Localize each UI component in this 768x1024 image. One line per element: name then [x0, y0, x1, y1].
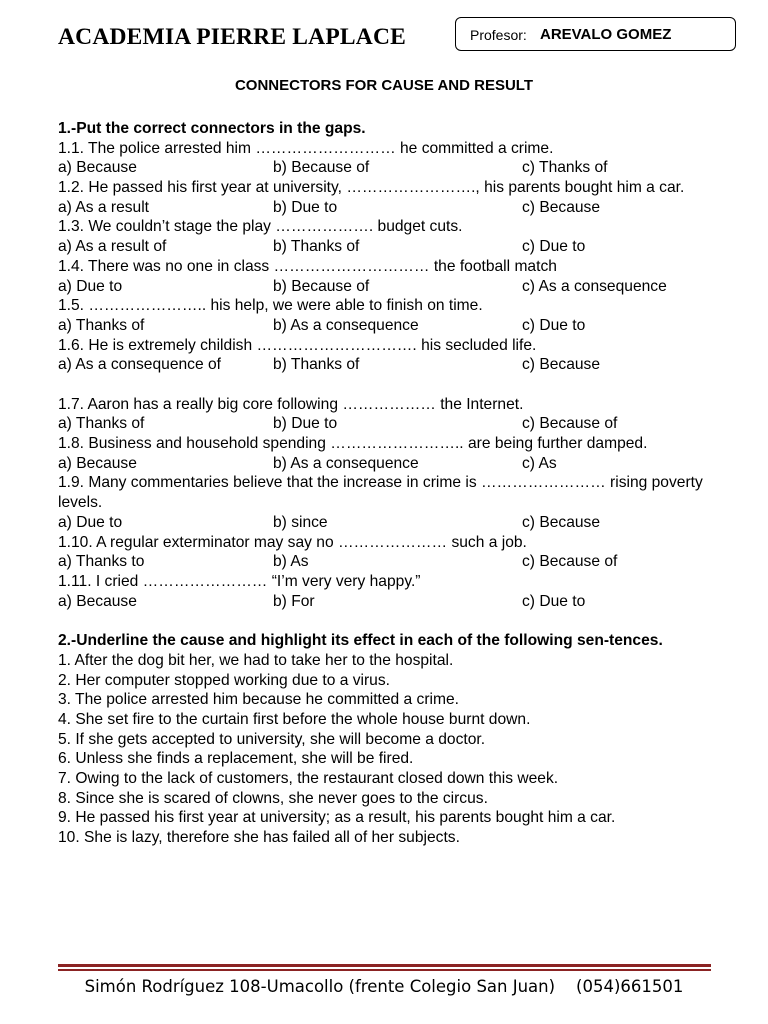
option-c: c) Because of — [522, 553, 618, 571]
profesor-box — [455, 17, 736, 51]
option-b: b) Thanks of — [273, 356, 360, 374]
question-1-3: 1.3. We couldn’t stage the play ………………. budget cuts. — [58, 218, 463, 236]
option-b: b) Due to — [273, 198, 338, 216]
options-1-11 — [58, 592, 718, 612]
footer-rule-thin — [58, 969, 711, 971]
option-a: a) Thanks of — [58, 316, 145, 334]
page-footer — [0, 977, 768, 996]
option-c: c) Due to — [522, 592, 586, 610]
options-1-3 — [58, 237, 718, 257]
options-1-4 — [58, 277, 718, 297]
option-b: b) Because of — [273, 159, 370, 177]
sentence-8: 8. Since she is scared of clowns, she never goes to the circus. — [58, 789, 488, 807]
option-a: a) Due to — [58, 513, 123, 531]
page-header — [0, 0, 768, 70]
option-b: b) since — [273, 513, 328, 531]
option-a: a) Thanks of — [58, 415, 145, 433]
question-1-9: 1.9. Many commentaries believe that the increase in crime is …………………… rising poverty levels. — [58, 474, 703, 512]
sentence-10: 10. She is lazy, therefore she has failed all of her subjects. — [58, 829, 460, 847]
section-spacer — [58, 611, 718, 631]
option-c: c) Due to — [522, 316, 586, 334]
section-2-heading: 2.-Underline the cause and highlight its effect in each of the following sen-tences. — [58, 632, 663, 650]
sentence-5: 5. If she gets accepted to university, she will become a doctor. — [58, 730, 486, 748]
option-b: b) Because of — [273, 277, 370, 295]
option-b: b) Thanks of — [273, 238, 360, 256]
option-c: c) Because — [522, 513, 601, 531]
option-a: a) As a result of — [58, 238, 167, 256]
question-1-10: 1.10. A regular exterminator may say no ………………… such a job. — [58, 533, 527, 551]
option-a: a) As a result — [58, 198, 150, 216]
question-1-5: 1.5. ………………….. his help, we were able to finish on time. — [58, 297, 483, 315]
options-1-10 — [58, 552, 718, 572]
sentence-9: 9. He passed his first year at university; as a result, his parents bought him a car. — [58, 809, 616, 827]
profesor-label: Profesor: — [470, 27, 527, 43]
question-1-2: 1.2. He passed his first year at university, ……………………., his parents bought him a car. — [58, 179, 685, 197]
footer-rule — [58, 964, 711, 967]
option-b: b) As a consequence — [273, 316, 419, 334]
option-c: c) Thanks of — [522, 159, 608, 177]
option-c: c) Because — [522, 356, 601, 374]
option-b: b) As a consequence — [273, 454, 419, 472]
question-1-4: 1.4. There was no one in class ………………………… the football match — [58, 257, 557, 275]
options-1-6 — [58, 355, 718, 394]
options-1-8 — [58, 454, 718, 474]
options-1-1 — [58, 158, 718, 178]
options-1-5 — [58, 316, 718, 336]
profesor-name: AREVALO GOMEZ — [540, 26, 672, 43]
question-1-1: 1.1. The police arrested him ……………………… he committed a crime. — [58, 139, 554, 157]
footer-address: Simón Rodríguez 108-Umacollo (frente Colegio San Juan) — [84, 977, 556, 996]
worksheet-body — [58, 119, 718, 848]
section-1-heading: 1.-Put the correct connectors in the gaps. — [58, 120, 366, 137]
option-c: c) As a consequence — [522, 277, 667, 295]
options-1-9 — [58, 513, 718, 533]
option-c: c) Because of — [522, 415, 618, 433]
option-a: a) As a consequence of — [58, 356, 221, 374]
sentence-6: 6. Unless she finds a replacement, she will be fired. — [58, 750, 414, 768]
options-1-2 — [58, 198, 718, 218]
school-name: ACADEMIA PIERRE LAPLACE — [58, 24, 406, 50]
sentence-2: 2. Her computer stopped working due to a virus. — [58, 671, 390, 689]
option-b: b) Due to — [273, 415, 338, 433]
worksheet-title: CONNECTORS FOR CAUSE AND RESULT — [234, 77, 534, 94]
option-c: c) Because — [522, 198, 601, 216]
sentence-3: 3. The police arrested him because he committed a crime. — [58, 691, 460, 709]
options-1-7 — [58, 414, 718, 434]
sentence-7: 7. Owing to the lack of customers, the restaurant closed down this week. — [58, 770, 559, 788]
option-a: a) Thanks to — [58, 553, 145, 571]
option-b: b) As — [273, 553, 309, 571]
option-c: c) As — [522, 454, 557, 472]
option-a: a) Because — [58, 592, 137, 610]
option-a: a) Due to — [58, 277, 123, 295]
sentence-1: 1. After the dog bit her, we had to take her to the hospital. — [58, 651, 454, 669]
option-a: a) Because — [58, 454, 137, 472]
question-1-8: 1.8. Business and household spending …………………….. are being further damped. — [58, 435, 648, 453]
footer-phone: (054)661501 — [576, 977, 684, 996]
option-b: b) For — [273, 592, 315, 610]
sentence-4: 4. She set fire to the curtain first before the whole house burnt down. — [58, 711, 531, 729]
option-a: a) Because — [58, 159, 137, 177]
question-1-7: 1.7. Aaron has a really big core following ……………… the Internet. — [58, 395, 524, 413]
question-1-11: 1.11. I cried …………………… “I’m very very happy.” — [58, 572, 421, 590]
question-1-6: 1.6. He is extremely childish …………………………. his secluded life. — [58, 336, 537, 354]
option-c: c) Due to — [522, 238, 586, 256]
